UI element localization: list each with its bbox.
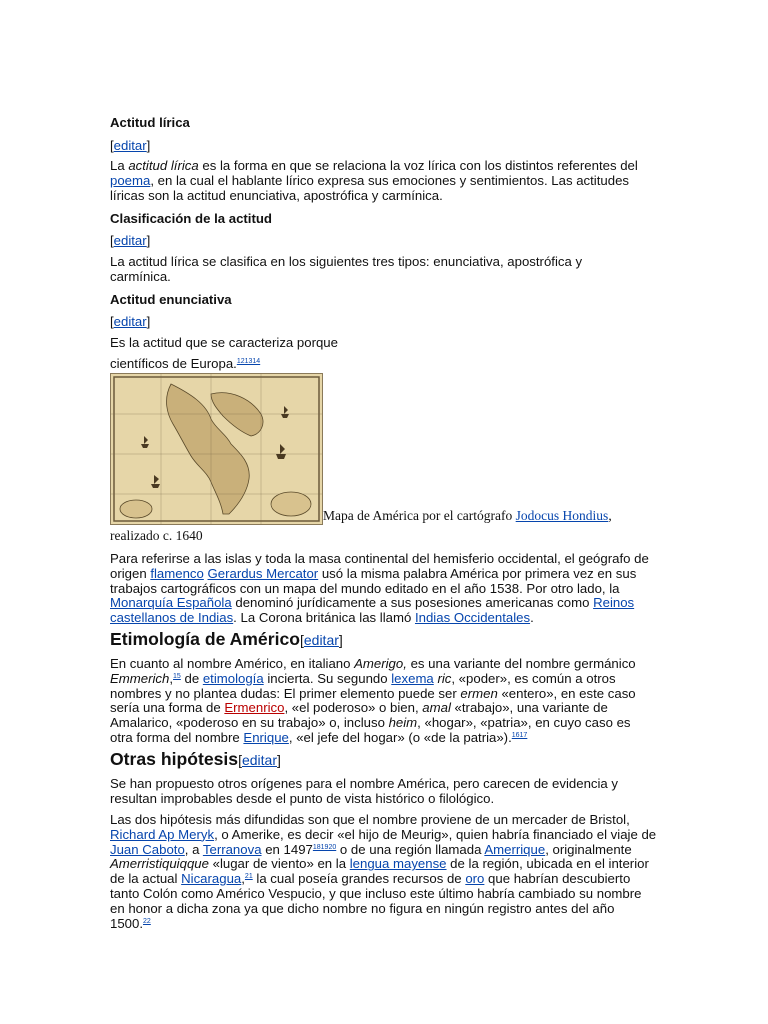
link-lengua-mayense[interactable]: lengua mayense <box>349 856 447 872</box>
map-illustration <box>111 374 322 524</box>
edit-link-clasificacion[interactable]: [editar] <box>110 233 151 248</box>
link-gerardus-mercator[interactable]: Gerardus Mercator <box>207 565 319 581</box>
heading-actitud-lirica: Actitud lírica <box>110 115 190 130</box>
paragraph-otras-hipotesis-2: Las dos hipótesis más difundidas son que el nombre proviene de un mercader de Bristol, Richard Ap Meryk, o Amerike, es decir «el hijo de Meurig», quien habría financiado el viaje de Juan Caboto, a Terranova en $1497^{181920}$ o de una región llamada Amerrique, originalmente Amerristiquiqque «lugar de viento» en la lengua mayense de la región, ubicada en el interior de la actual Nicaragua,$^{21}$ la cual poseía grandes recursos de oro que habrían descubierto tanto Colón como Américo Vespucio, y que incluso este último habría cambiado su nombre en honor a dicha zona ya que dicho nombre no figura en ningún registro antes del año 1500.22 <box>110 812 657 931</box>
reference-link[interactable]: 15 <box>173 672 181 680</box>
map-caption-date: realizado c. 1640 <box>110 528 203 543</box>
figure-map <box>110 373 670 525</box>
link-oro[interactable]: oro <box>465 871 485 887</box>
link-monarquia-espanola[interactable]: Monarquía Española <box>110 595 232 611</box>
paragraph-etimologia: En cuanto al nombre Américo, en italiano Amerigo, es una variante del nombre germánico Emmerich,$^{15}$ de etimología incierta. Su segundo lexema ric, «poder», es común a otros nombres y no plantea dudas: El primer elemento puede ser ermen «entero», en este caso sería una forma de Ermenrico, «el poderoso» o bien, amal «trabajo», una variante de Amalarico, «poderoso en su trabajo» o, incluso heim, «hogar», «patria», en cuyo caso es otra forma del nombre Enrique, «el jefe del hogar» (o «de la patria»).$^{1617}$ <box>110 656 636 745</box>
link-amerrique[interactable]: Amerrique <box>484 841 546 857</box>
edit-link[interactable]: editar <box>113 314 147 329</box>
paragraph-otras-hipotesis-1: Se han propuesto otros orígenes para el nombre América, pero carecen de evidencia y resultan improbables desde el punto de vista histórico o filológico. <box>110 776 619 806</box>
link-flamenco[interactable]: flamenco <box>150 565 204 581</box>
heading-clasificacion: Clasificación de la actitud <box>110 211 272 226</box>
heading-actitud-enunciativa: Actitud enunciativa <box>110 292 232 307</box>
reference-link[interactable]: 121314 <box>236 358 261 365</box>
link-terranova[interactable]: Terranova <box>202 841 262 857</box>
edit-link-actitud-lirica[interactable]: [editar] <box>110 138 151 153</box>
paragraph-clasificacion: La actitud lírica se clasifica en los siguientes tres tipos: enunciativa, apostrófica y carmínica. <box>110 254 583 284</box>
link-jodocus-hondius[interactable]: Jodocus Hondius <box>515 508 609 523</box>
edit-link-etimologia[interactable]: editar <box>303 632 339 648</box>
reference-link[interactable]: 21 <box>244 873 253 881</box>
map-caption: Mapa de América por el cartógrafo Jodocus Hondius, <box>323 508 612 523</box>
edit-link[interactable]: editar <box>113 138 147 153</box>
link-richard-ap-meryk[interactable]: Richard Ap Meryk <box>110 826 215 842</box>
paragraph-america: Para referirse a las islas y toda la masa continental del hemisferio occidental, el geógrafo de origen flamenco Gerardus Mercator usó la misma palabra América por primera vez en sus trabajos cartográficos con un mapa del mundo editado en el año 1538. Por otro lado, la Monarquía Española denominó jurídicamente a sus posesiones americanas como Reinos castellanos de Indias. La Corona británica las llamó Indias Occidentales. <box>110 551 649 626</box>
reference-link[interactable]: 1617 <box>511 731 528 739</box>
reference-link[interactable]: 22 <box>143 917 151 925</box>
edit-link[interactable]: editar <box>113 233 147 248</box>
paragraph-cientificos: científicos de Europa.$^{121314}$ <box>110 356 261 371</box>
map-of-america-image <box>110 373 323 525</box>
link-lexema[interactable]: lexema <box>391 670 434 686</box>
link-enrique[interactable]: Enrique <box>243 729 289 745</box>
link-etimologia[interactable]: etimología <box>202 670 264 686</box>
link-juan-caboto[interactable]: Juan Caboto <box>110 841 185 857</box>
link-reinos-castellanos[interactable]: Reinos castellanos de Indias <box>110 595 635 626</box>
edit-link-otras-hipotesis[interactable]: editar <box>241 752 278 768</box>
heading-otras-hipotesis: Otras hipótesis[editar] <box>110 749 281 769</box>
link-poema[interactable]: poema <box>110 172 151 188</box>
edit-link-enunciativa[interactable]: [editar] <box>110 314 151 329</box>
link-ermenrico[interactable]: Ermenrico <box>224 700 285 716</box>
paragraph-actitud-lirica: La actitud lírica es la forma en que se relaciona la voz lírica con los distintos referentes del poema, en la cual el hablante lírico expresa sus emociones y sentimientos. Las actitudes líricas son la actitud enunciativa, apostrófica y carmínica. <box>110 158 638 203</box>
link-nicaragua[interactable]: Nicaragua <box>181 871 242 887</box>
heading-etimologia: Etimología de Américo[editar] <box>110 629 343 649</box>
reference-link[interactable]: 181920 <box>312 843 337 851</box>
paragraph-enunciativa: Es la actitud que se caracteriza porque <box>110 335 338 350</box>
link-indias-occidentales[interactable]: Indias Occidentales <box>414 610 531 626</box>
